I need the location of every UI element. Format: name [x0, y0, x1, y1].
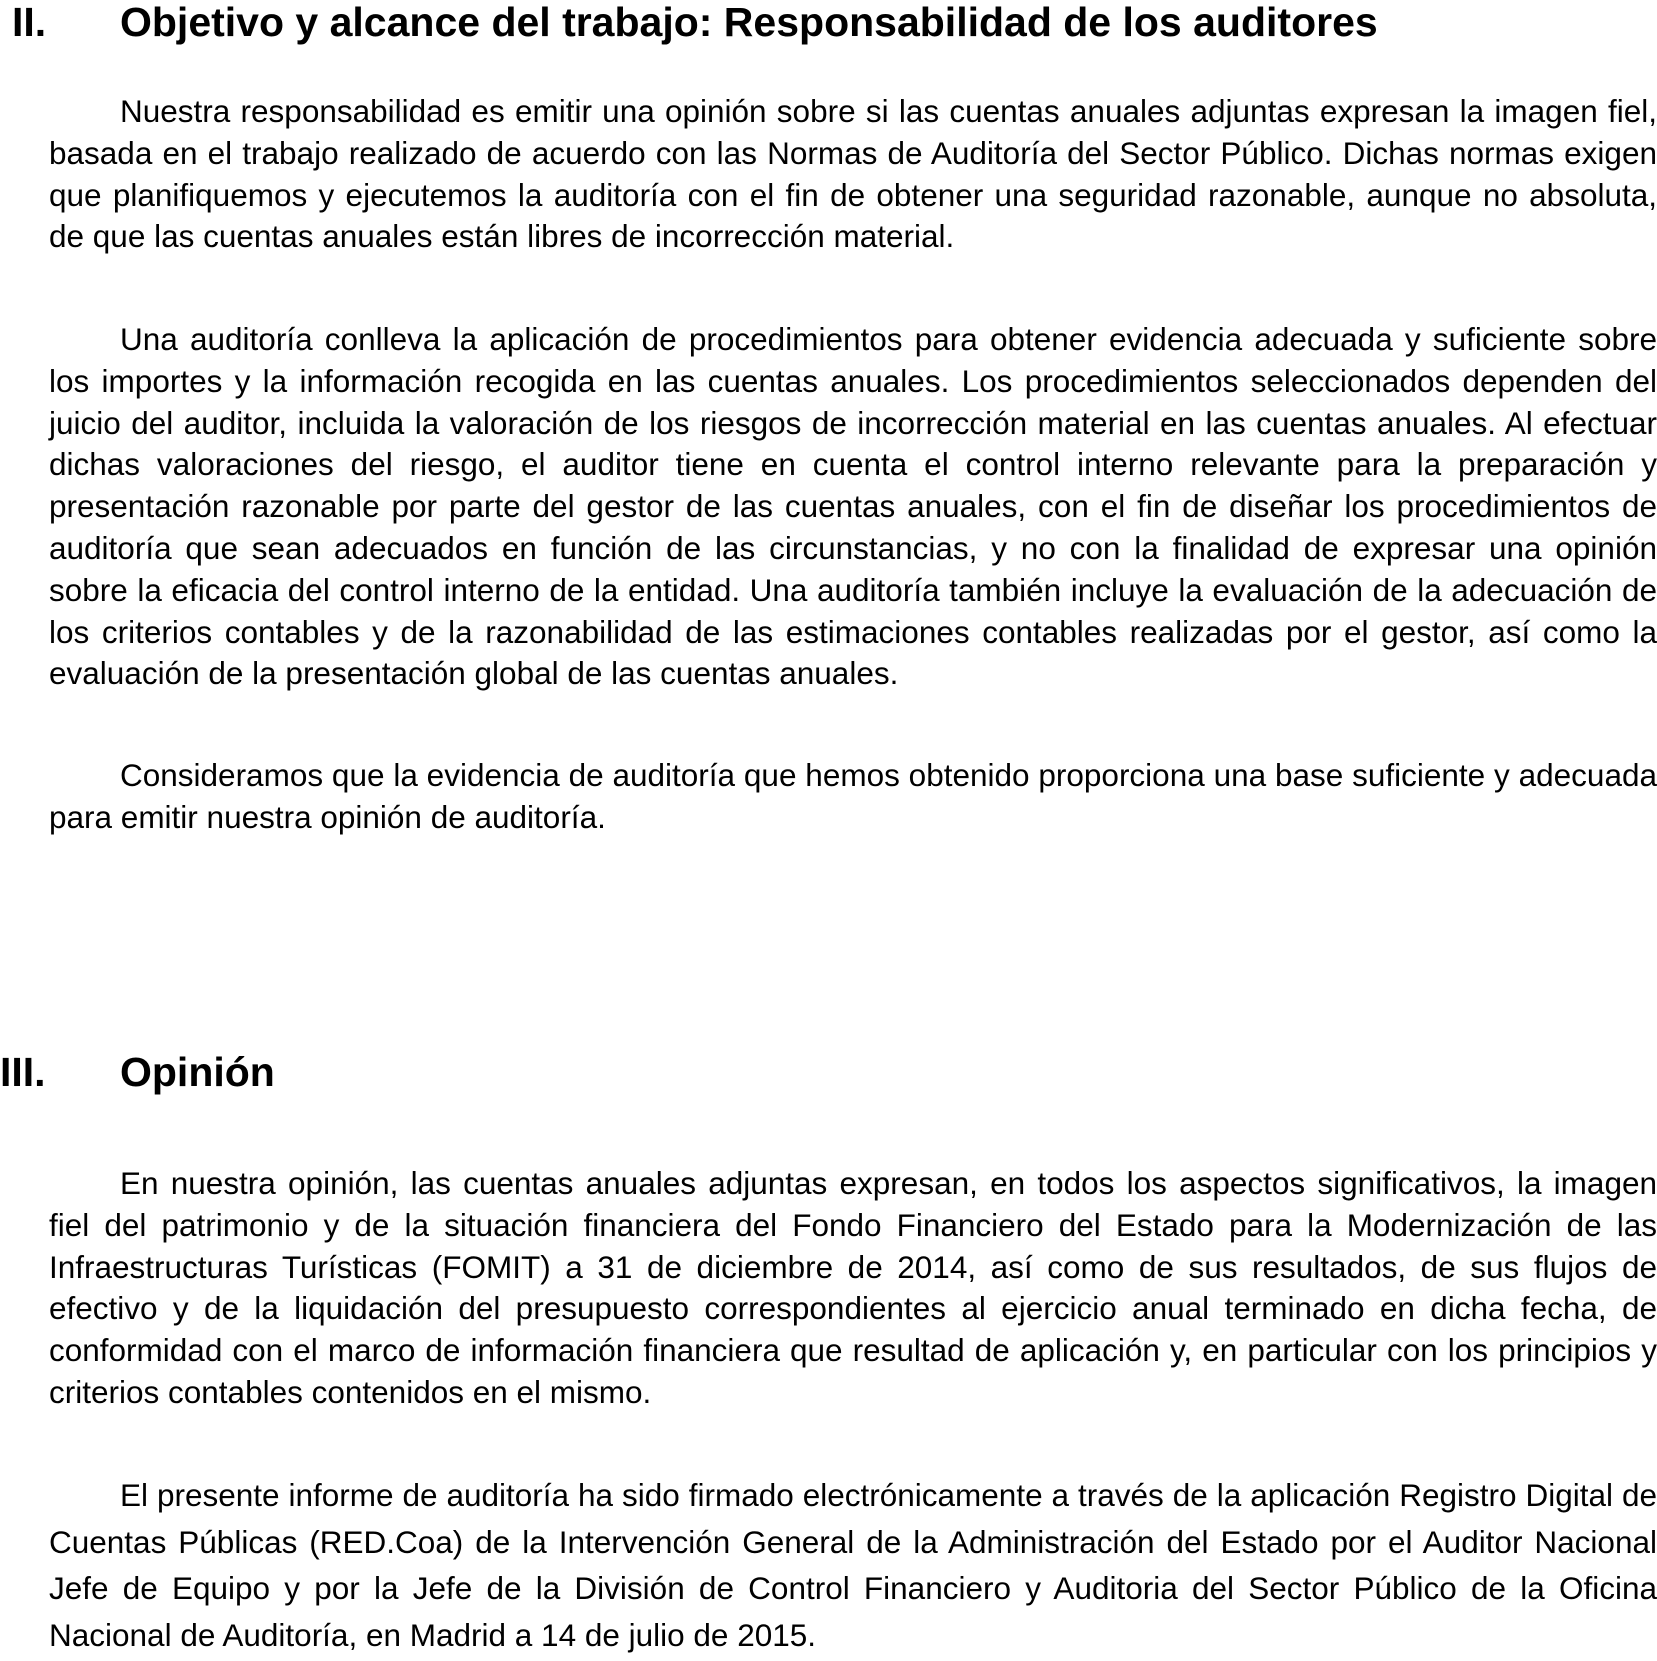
- section-2-paragraph-2: Una auditoría conlleva la aplicación de procedimientos para obtener evidencia adecuada y suficiente sobre los importes y la información recogida en las cuentas anuales. Los procedimientos seleccionados dependen del juicio del auditor, incluida la valoración de los riesgos de incorrección material en las cuentas anuales. Al efectuar dichas valoraciones del riesgo, el auditor tiene en cuenta el control interno relevante para la preparación y presentación razonable por parte del gestor de las cuentas anuales, con el fin de diseñar los procedimientos de auditoría que sean adecuados en función de las circunstancias, y no con la finalidad de expresar una opinión sobre la eficacia del control interno de la entidad. Una auditoría también incluye la evaluación de la adecuación de los criterios contables y de la razonabilidad de las estimaciones contables realizadas por el gestor, así como la evaluación de la presentación global de las cuentas anuales.: [49, 321, 1657, 692]
- section-2-title: Objetivo y alcance del trabajo: Responsabilidad de los auditores: [120, 0, 1378, 45]
- section-3-paragraph-2: El presente informe de auditoría ha sido firmado electrónicamente a través de la aplicación Registro Digital de Cuentas Públicas (RED.Coa) de la Intervención General de la Administración del Estado por el Auditor Nacional Jefe de Equipo y por la Jefe de la División de Control Financiero y Auditoria del Sector Público de la Oficina Nacional de Auditoría, en Madrid a 14 de julio de 2015.: [49, 1477, 1657, 1654]
- section-2-paragraph-1: Nuestra responsabilidad es emitir una opinión sobre si las cuentas anuales adjuntas expresan la imagen fiel, basada en el trabajo realizado de acuerdo con las Normas de Auditoría del Sector Público. Dichas normas exigen que planifiquemos y ejecutemos la auditoría con el fin de obtener una seguridad razonable, aunque no absoluta, de que las cuentas anuales están libres de incorrección material.: [49, 93, 1657, 255]
- section-2-paragraph-3: Consideramos que la evidencia de auditoría que hemos obtenido proporciona una base suficiente y adecuada para emitir nuestra opinión de auditoría.: [49, 757, 1657, 835]
- section-3-title: Opinión: [120, 1049, 275, 1095]
- section-3-number: III.: [0, 1049, 46, 1095]
- section-2-number: II.: [12, 0, 47, 45]
- section-3-paragraph-1: En nuestra opinión, las cuentas anuales adjuntas expresan, en todos los aspectos significativos, la imagen fiel del patrimonio y de la situación financiera del Fondo Financiero del Estado para la Modernización de las Infraestructuras Turísticas (FOMIT) a 31 de diciembre de 2014, así como de sus resultados, de sus flujos de efectivo y de la liquidación del presupuesto correspondientes al ejercicio anual terminado en dicha fecha, de conformidad con el marco de información financiera que resultad de aplicación y, en particular con los principios y criterios contables contenidos en el mismo.: [49, 1165, 1657, 1410]
